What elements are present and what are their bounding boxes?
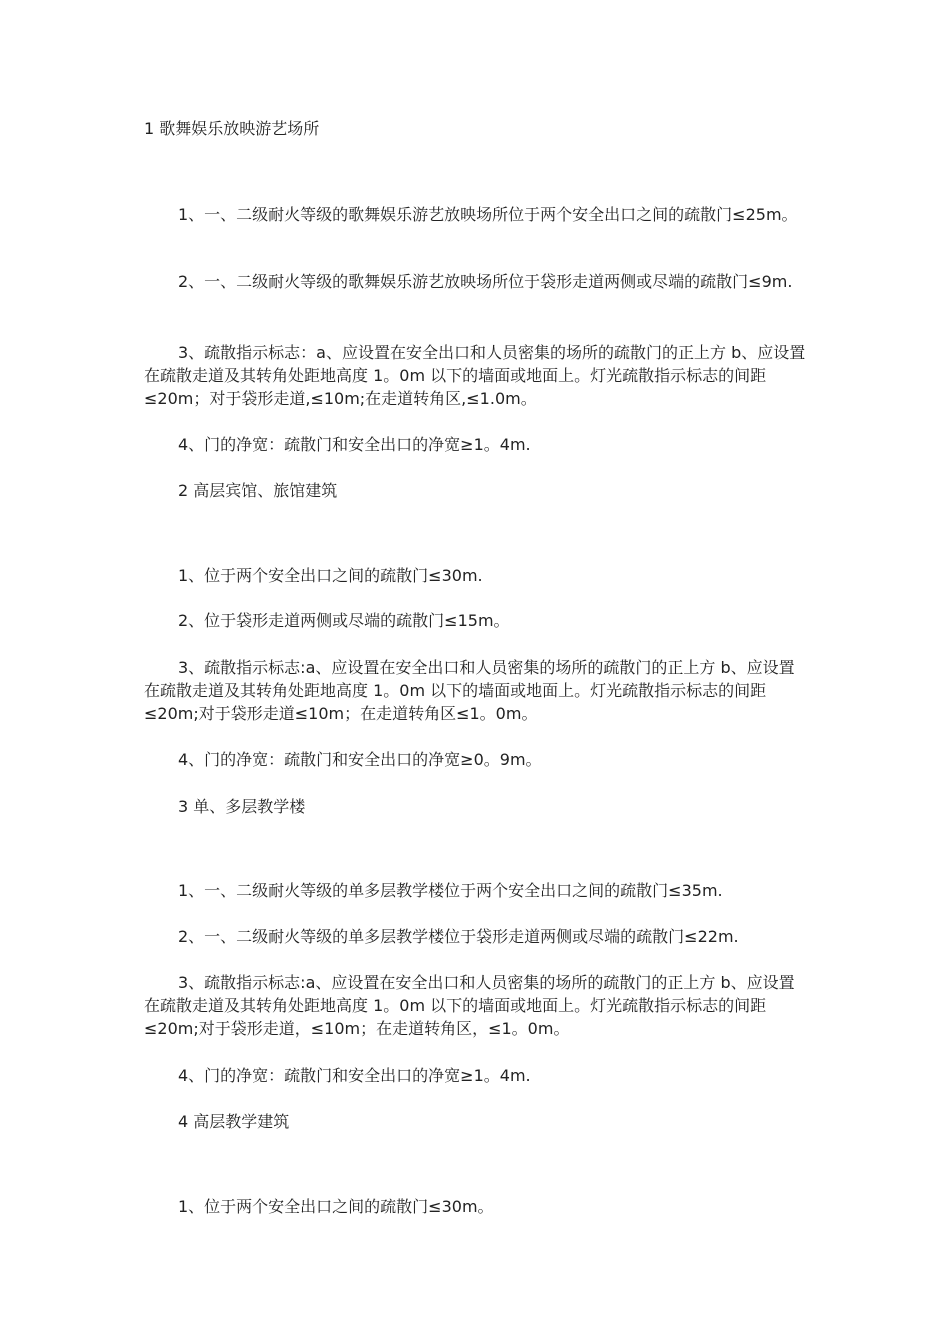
list-item: 1、一、二级耐火等级的单多层教学楼位于两个安全出口之间的疏散门≤35m. <box>178 881 723 900</box>
list-item: 3、疏散指示标志：a、应设置在安全出口和人员密集的场所的疏散门的正上方 b、应设置在疏散走道及其转角处距地高度 1。0m 以下的墙面或地面上。灯光疏散指示标志的间距≤20m；对于袋形走道,≤10m;在走道转角区,≤1.0m。 <box>144 343 806 408</box>
list-item: 4、门的净宽：疏散门和安全出口的净宽≥1。4m. <box>178 435 531 454</box>
list-item: 4、门的净宽：疏散门和安全出口的净宽≥1。4m. <box>178 1066 531 1085</box>
section-heading: 4 高层教学建筑 <box>178 1112 290 1131</box>
list-item: 1、位于两个安全出口之间的疏散门≤30m. <box>178 566 483 585</box>
list-item: 1、位于两个安全出口之间的疏散门≤30m。 <box>178 1197 494 1216</box>
list-item: 3、疏散指示标志:a、应设置在安全出口和人员密集的场所的疏散门的正上方 b、应设置在疏散走道及其转角处距地高度 1。0m 以下的墙面或地面上。灯光疏散指示标志的间距≤20m;对于袋形走道≤10m；在走道转角区≤1。0m。 <box>144 658 795 723</box>
list-item: 4、门的净宽：疏散门和安全出口的净宽≥0。9m。 <box>178 750 542 769</box>
section-heading: 2 高层宾馆、旅馆建筑 <box>178 481 338 500</box>
section-heading: 3 单、多层教学楼 <box>178 797 306 816</box>
list-item: 3、疏散指示标志:a、应设置在安全出口和人员密集的场所的疏散门的正上方 b、应设置在疏散走道及其转角处距地高度 1。0m 以下的墙面或地面上。灯光疏散指示标志的间距≤20m;对于袋形走道，≤10m；在走道转角区，≤1。0m。 <box>144 973 795 1038</box>
list-item: 2、一、二级耐火等级的歌舞娱乐游艺放映场所位于袋形走道两侧或尽端的疏散门≤9m. <box>178 272 793 291</box>
list-item: 2、一、二级耐火等级的单多层教学楼位于袋形走道两侧或尽端的疏散门≤22m. <box>178 927 739 946</box>
list-item: 1、一、二级耐火等级的歌舞娱乐游艺放映场所位于两个安全出口之间的疏散门≤25m。 <box>178 205 798 224</box>
section-heading: 1 歌舞娱乐放映游艺场所 <box>144 119 320 138</box>
list-item: 2、位于袋形走道两侧或尽端的疏散门≤15m。 <box>178 611 510 630</box>
